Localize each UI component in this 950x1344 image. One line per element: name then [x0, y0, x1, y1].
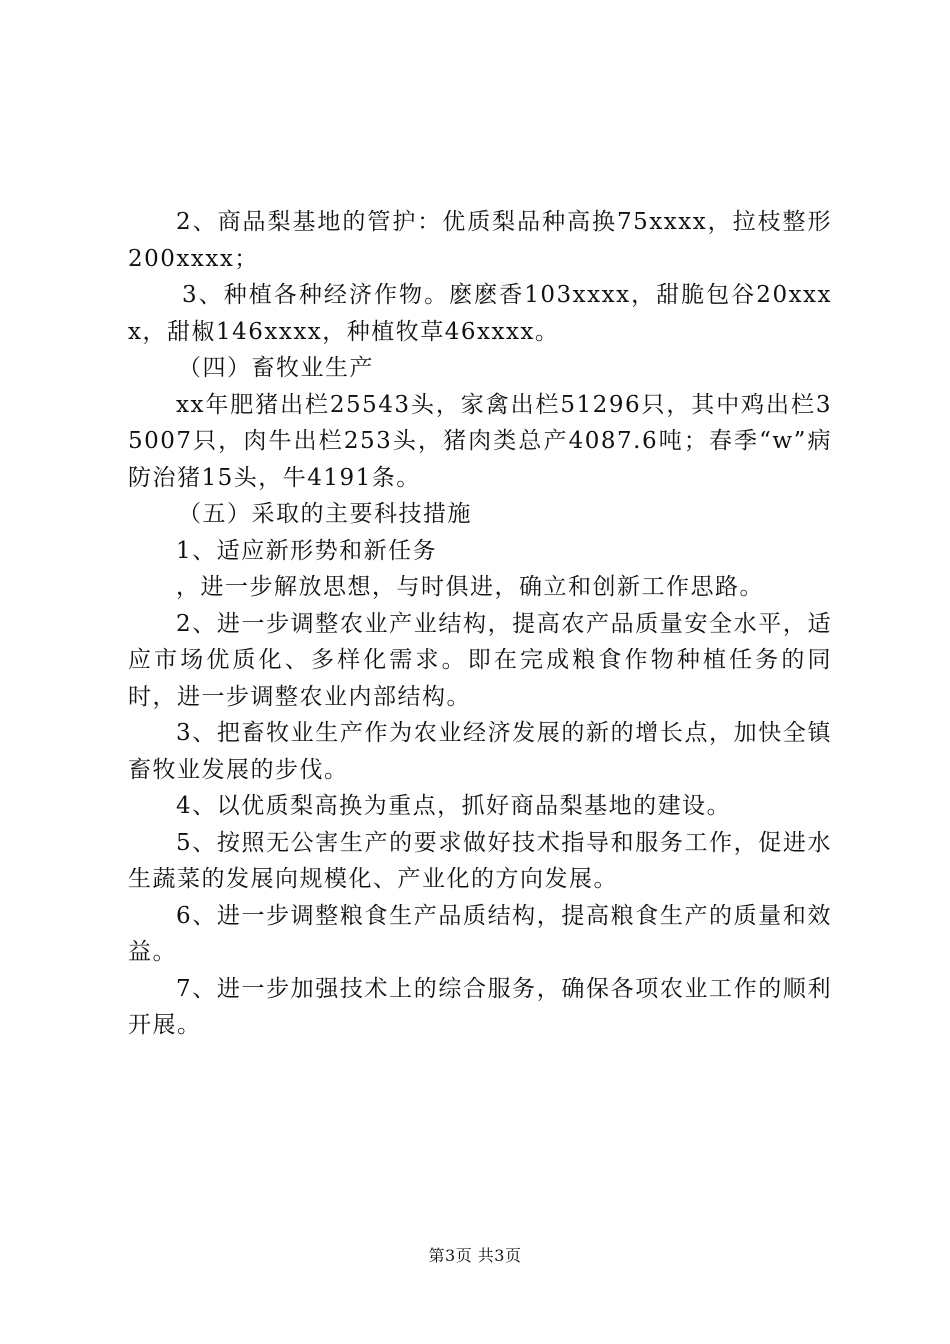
paragraph-cash-crops: 3、种植各种经济作物。麽麽香103xxxx，甜脆包谷20xxxx，甜椒146xxxx，种植牧草46xxxx。 — [128, 282, 832, 345]
paragraph-livestock-statistics: xx年肥猪出栏25543头，家禽出栏51296只，其中鸡出栏35007只，肉牛出栏253头，猪肉类总产4087.6吨；春季“w”病防治猪15头，牛4191条。 — [128, 391, 832, 491]
list-item-measure-5: 5、按照无公害生产的要求做好技术指导和服务工作，促进水生蔬菜的发展向规模化、产业化的方向发展。 — [128, 829, 832, 892]
list-item-measure-4: 4、以优质梨高换为重点，抓好商品梨基地的建设。 — [176, 793, 732, 819]
paragraph-pear-base-management: 2、商品梨基地的管护：优质梨品种高换75xxxx，拉枝整形200xxxx； — [128, 209, 832, 272]
list-item-measure-3: 3、把畜牧业生产作为农业经济发展的新的增长点，加快全镇畜牧业发展的步伐。 — [128, 720, 832, 783]
paragraph-measure-1-continued: ，进一步解放思想，与时俱进，确立和创新工作思路。 — [176, 574, 764, 600]
page-number-footer: 第3页 共3页 — [428, 1246, 522, 1265]
list-item-measure-6: 6、进一步调整粮食生产品质结构，提高粮食生产的质量和效益。 — [128, 902, 832, 965]
document-body — [128, 204, 832, 1044]
list-item-measure-2: 2、进一步调整农业产业结构，提高农产品质量安全水平，适应市场优质化、多样化需求。即在完成粮食作物种植任务的同时，进一步调整农业内部结构。 — [128, 610, 832, 710]
section-heading-livestock: （四）畜牧业生产 — [178, 355, 374, 381]
list-item-measure-7: 7、进一步加强技术上的综合服务，确保各项农业工作的顺利开展。 — [128, 975, 832, 1038]
section-heading-tech-measures: （五）采取的主要科技措施 — [178, 501, 472, 527]
list-item-measure-1: 1、适应新形势和新任务 — [176, 537, 438, 564]
